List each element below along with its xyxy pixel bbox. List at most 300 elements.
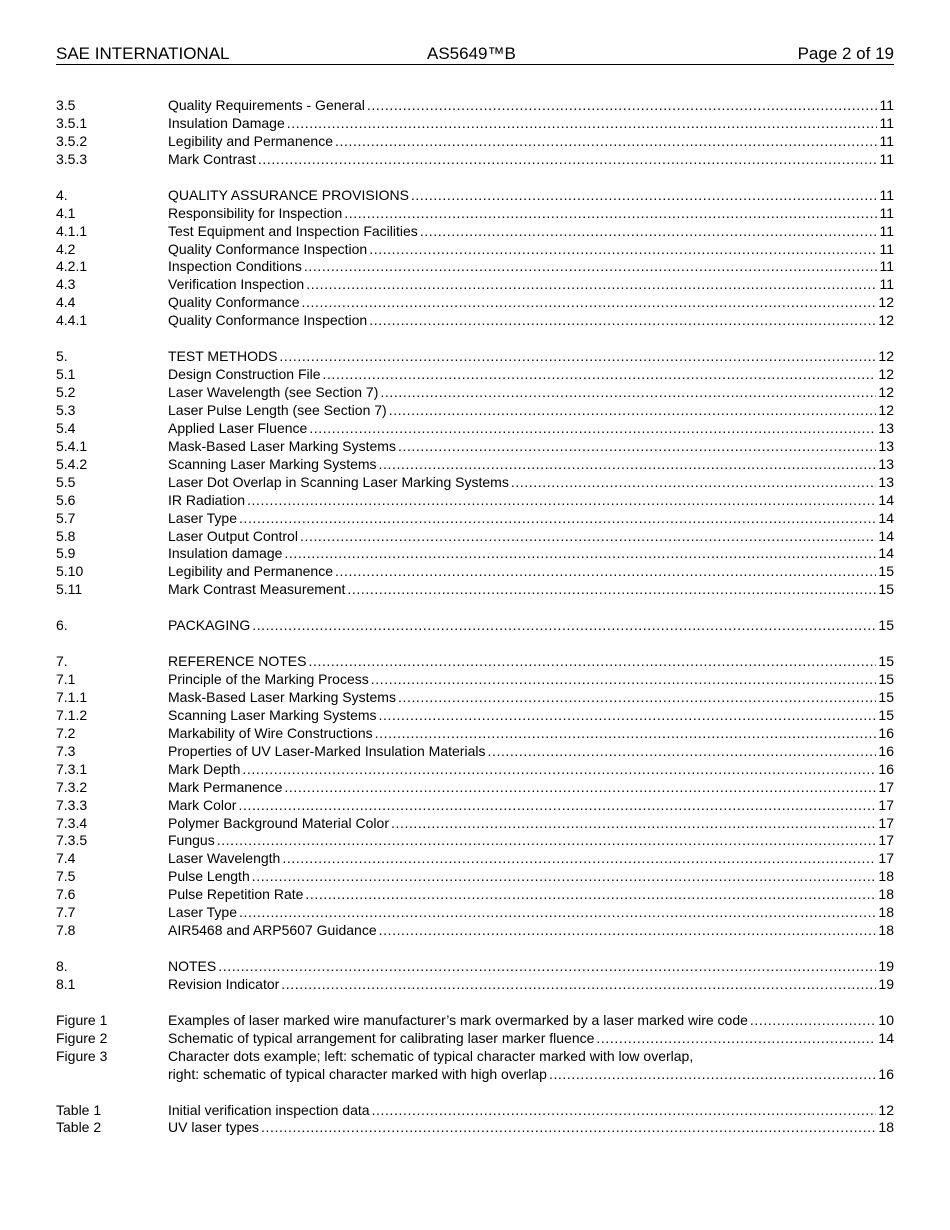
toc-entry-line [168, 976, 894, 994]
toc-entry[interactable] [56, 115, 894, 133]
toc-entry-page: 11 [879, 222, 894, 239]
toc-entry-title: Initial verification inspection data [168, 1101, 370, 1118]
toc-entry[interactable] [56, 976, 894, 994]
toc-entry-number: 7.3 [56, 742, 76, 759]
section-spacer [56, 1084, 894, 1102]
dot-leader [511, 474, 877, 492]
dot-leader [300, 528, 876, 546]
dot-leader [218, 958, 876, 976]
toc-entry-page: 15 [878, 688, 894, 705]
toc-entry-title: Responsibility for Inspection [168, 204, 343, 221]
toc-entry-line [168, 1119, 894, 1137]
toc-entry-title: AIR5468 and ARP5607 Guidance [168, 922, 377, 939]
dot-leader [305, 886, 876, 904]
dot-leader [284, 779, 876, 797]
toc-entry[interactable] [56, 958, 894, 976]
dot-leader [217, 832, 877, 850]
toc-entry-number: 4.1.1 [56, 222, 88, 239]
toc-entry-number: 4.3 [56, 276, 76, 293]
toc-entry-title: Examples of laser marked wire manufacturer’s mark overmarked by a laser marked wire code [168, 1011, 748, 1028]
toc-entry-title: Insulation Damage [168, 114, 285, 131]
toc-entry-title: Laser Type [168, 509, 238, 526]
toc-entry[interactable] [56, 312, 894, 330]
toc-entry-number: 3.5.1 [56, 114, 88, 131]
dot-leader [302, 294, 877, 312]
toc-entry-line [168, 133, 894, 151]
toc-entry-number: 7.3.4 [56, 814, 88, 831]
dot-leader [242, 761, 876, 779]
toc-entry-line [168, 1066, 894, 1084]
toc-entry[interactable] [56, 97, 894, 115]
toc-entry-title: Insulation damage [168, 545, 283, 562]
toc-entry-number: Table 1 [56, 1101, 102, 1118]
toc-entry-page: 16 [878, 760, 894, 777]
toc-entry-page: 17 [878, 796, 894, 813]
toc-entry-page: 19 [878, 975, 894, 992]
toc-entry-title: right: schematic of typical character marked with high overlap [168, 1065, 547, 1082]
toc-entry-page: 16 [878, 724, 894, 741]
dot-leader [369, 241, 877, 259]
toc-entry[interactable] [56, 761, 894, 779]
toc-entry-page: 11 [879, 240, 894, 257]
toc-entry-line [168, 958, 894, 976]
header-page-number: Page 2 of 19 [797, 44, 894, 63]
toc-entry-number: 4.2.1 [56, 258, 88, 275]
header-organization: SAE INTERNATIONAL [56, 44, 230, 63]
toc-entry[interactable] [56, 1048, 894, 1066]
toc-entry[interactable] [56, 707, 894, 725]
toc-entry-page: 11 [879, 150, 894, 167]
toc-entry-number: 4.4 [56, 294, 76, 311]
dot-leader [398, 689, 876, 707]
toc-entry-number: 7.1.2 [56, 706, 88, 723]
toc-entry[interactable] [56, 779, 894, 797]
toc-entry-page: 17 [878, 778, 894, 795]
toc-entry-page: 14 [878, 509, 894, 526]
toc-entry-title: Principle of the Marking Process [168, 671, 369, 687]
toc-entry[interactable] [56, 581, 894, 599]
toc-entry-title: Verification Inspection [168, 276, 305, 293]
toc-entry-line [168, 492, 894, 510]
toc-entry[interactable] [56, 886, 894, 904]
toc-entry-page: 13 [878, 473, 894, 490]
toc-entry[interactable] [56, 420, 894, 438]
toc-entry-title: Quality Conformance Inspection [168, 312, 368, 329]
toc-entry-page: 14 [878, 491, 894, 508]
toc-entry-page: 11 [879, 204, 894, 221]
dot-leader [239, 510, 876, 528]
toc-entry-number: 7.8 [56, 922, 76, 939]
toc-entry-title: Mark Depth [168, 760, 241, 777]
toc-entry-number: 7.1.1 [56, 688, 88, 705]
toc-entry-page: 11 [879, 132, 894, 149]
section-spacer [56, 994, 894, 1012]
toc-entry-number: 7.3.1 [56, 760, 88, 777]
toc-entry-number: Figure 1 [56, 1011, 108, 1028]
toc-entry-title: Fungus [168, 832, 215, 849]
toc-entry[interactable] [56, 850, 894, 868]
toc-entry-number: 7.4 [56, 850, 76, 867]
dot-leader [258, 151, 878, 169]
toc-entry-title: Properties of UV Laser-Marked Insulation Materials [168, 742, 486, 759]
dot-leader [247, 492, 876, 510]
toc-entry-number: 4.1 [56, 204, 76, 221]
dot-leader [750, 1012, 877, 1030]
toc-entry-number: 5.3 [56, 401, 76, 418]
dot-leader [309, 420, 876, 438]
toc-entry-title: Inspection Conditions [168, 258, 302, 275]
toc-entry-line [168, 1012, 894, 1030]
dot-leader [389, 402, 877, 420]
toc-entry[interactable] [56, 474, 894, 492]
toc-entry-line [168, 761, 894, 779]
toc-entry-line [168, 886, 894, 904]
toc-entry-number: 3.5 [56, 97, 76, 113]
toc-entry-line [168, 850, 894, 868]
section-spacer [56, 635, 894, 653]
toc-entry[interactable] [56, 743, 894, 761]
toc-entry-line [168, 868, 894, 886]
toc-entry-number: 7.3.3 [56, 796, 88, 813]
toc-entry-line [168, 97, 894, 115]
toc-entry[interactable] [56, 510, 894, 528]
toc-entry-line [168, 187, 894, 205]
toc-entry-line [168, 384, 894, 402]
dot-leader [252, 617, 876, 635]
toc-entry[interactable] [56, 384, 894, 402]
toc-entry-title: Mark Permanence [168, 778, 283, 795]
toc-entry-title: Mask-Based Laser Marking Systems [168, 437, 396, 454]
dot-leader [347, 581, 876, 599]
toc-entry-page: 13 [878, 437, 894, 454]
toc-entry-title: REFERENCE NOTES [168, 653, 307, 670]
toc-entry-page: 12 [878, 312, 894, 329]
toc-entry-line [168, 241, 894, 259]
toc-entry-page: 15 [878, 653, 894, 670]
toc-entry-page: 15 [878, 617, 894, 634]
toc-entry-number: 5. [56, 348, 68, 365]
toc-entry-number: 5.1 [56, 366, 76, 383]
toc-entry-number: 6. [56, 617, 68, 634]
toc-entry-page: 12 [878, 294, 894, 311]
toc-entry-page: 15 [878, 581, 894, 598]
dot-leader [371, 671, 877, 689]
toc-entry-number: 8. [56, 958, 68, 974]
dot-leader [284, 545, 876, 563]
toc-entry-title: Design Construction File [168, 366, 321, 383]
toc-entry-title: Markability of Wire Constructions [168, 724, 373, 741]
toc-entry-page: 16 [878, 742, 894, 759]
toc-entry-number: 5.5 [56, 473, 76, 490]
section-spacer [56, 169, 894, 187]
dot-leader [380, 384, 876, 402]
toc-entry-number: 5.4 [56, 419, 76, 436]
toc-entry-page: 10 [878, 1011, 894, 1028]
toc-entry[interactable] [56, 438, 894, 456]
dot-leader [279, 348, 876, 366]
toc-entry-page: 18 [878, 886, 894, 903]
toc-entry[interactable] [56, 653, 894, 671]
toc-entry-title: NOTES [168, 958, 217, 974]
toc-entry-number: 8.1 [56, 975, 76, 992]
toc-entry[interactable] [56, 797, 894, 815]
dot-leader [252, 868, 877, 886]
toc-entry-title: Mark Contrast [168, 150, 256, 167]
table-of-contents [56, 97, 894, 1137]
toc-entry[interactable] [56, 545, 894, 563]
toc-entry-line [168, 671, 894, 689]
toc-entry-title: Polymer Background Material Color [168, 814, 389, 831]
toc-entry[interactable] [56, 402, 894, 420]
toc-entry[interactable] [56, 492, 894, 510]
toc-entry-number: 7.3.5 [56, 832, 88, 849]
toc-entry[interactable] [56, 904, 894, 922]
toc-entry-continuation[interactable] [56, 1066, 894, 1084]
dot-leader [398, 438, 876, 456]
toc-entry-line [168, 205, 894, 223]
toc-entry-title: Laser Type [168, 904, 238, 921]
toc-entry-number: 5.6 [56, 491, 76, 508]
toc-entry-number: 3.5.3 [56, 150, 88, 167]
toc-entry-number: 5.2 [56, 384, 76, 400]
toc-entry[interactable] [56, 528, 894, 546]
toc-entry-page: 15 [878, 671, 894, 687]
toc-entry-number: 5.4.1 [56, 437, 88, 454]
toc-entry-title: Test Equipment and Inspection Facilities [168, 222, 418, 239]
dot-leader [335, 563, 876, 581]
toc-entry[interactable] [56, 205, 894, 223]
toc-entry[interactable] [56, 563, 894, 581]
toc-entry-line [168, 581, 894, 599]
toc-entry-page: 12 [878, 401, 894, 418]
dot-leader [344, 205, 877, 223]
dot-leader [323, 366, 877, 384]
dot-leader [367, 97, 878, 115]
toc-entry-line [168, 366, 894, 384]
toc-entry-number: 7.2 [56, 724, 76, 741]
toc-entry-title: Laser Wavelength [168, 850, 281, 867]
toc-entry-line [168, 528, 894, 546]
toc-entry[interactable] [56, 922, 894, 940]
dot-leader [304, 258, 878, 276]
toc-entry-line [168, 563, 894, 581]
toc-entry[interactable] [56, 815, 894, 833]
toc-entry-line [168, 1030, 894, 1048]
toc-entry[interactable] [56, 689, 894, 707]
toc-entry-line [168, 617, 894, 635]
toc-entry[interactable] [56, 1102, 894, 1120]
toc-entry-line [168, 653, 894, 671]
toc-entry-page: 12 [878, 384, 894, 400]
toc-entry-title: Mask-Based Laser Marking Systems [168, 688, 396, 705]
toc-entry-page: 15 [878, 706, 894, 723]
toc-entry[interactable] [56, 133, 894, 151]
toc-entry-number: 3.5.2 [56, 132, 88, 149]
toc-entry[interactable] [56, 1030, 894, 1048]
toc-entry[interactable] [56, 671, 894, 689]
dot-leader [379, 922, 877, 940]
toc-entry-page: 12 [878, 348, 894, 365]
toc-entry-page: 11 [879, 114, 894, 131]
dot-leader [391, 815, 876, 833]
toc-entry-number: Figure 2 [56, 1029, 108, 1046]
toc-entry[interactable] [56, 258, 894, 276]
toc-entry[interactable] [56, 456, 894, 474]
toc-entry-line [168, 402, 894, 420]
dot-leader [281, 976, 876, 994]
toc-entry[interactable] [56, 348, 894, 366]
dot-leader [487, 743, 876, 761]
toc-entry[interactable] [56, 725, 894, 743]
toc-entry-line [168, 779, 894, 797]
toc-entry[interactable] [56, 1119, 894, 1137]
toc-entry-title: Pulse Repetition Rate [168, 886, 304, 903]
toc-entry[interactable] [56, 868, 894, 886]
toc-entry-title: Pulse Length [168, 868, 250, 885]
toc-entry-page: 11 [879, 276, 894, 293]
toc-entry[interactable] [56, 617, 894, 635]
toc-entry-page: 13 [878, 455, 894, 472]
toc-entry-number: 7.5 [56, 868, 76, 885]
toc-entry-line [168, 832, 894, 850]
toc-entry-title: Schematic of typical arrangement for calibrating laser marker fluence [168, 1029, 595, 1046]
toc-entry-line [168, 294, 894, 312]
toc-entry-page: 18 [878, 922, 894, 939]
dot-leader [375, 725, 877, 743]
toc-entry-number: 7.7 [56, 904, 76, 921]
toc-entry-line [168, 312, 894, 330]
dot-leader [282, 850, 876, 868]
toc-entry-title: PACKAGING [168, 617, 251, 634]
toc-entry-number: Table 2 [56, 1119, 102, 1136]
toc-entry-line [168, 474, 894, 492]
header-document-number: AS5649™B [427, 44, 516, 63]
toc-entry[interactable] [56, 276, 894, 294]
dot-leader [306, 276, 877, 294]
toc-entry-title: UV laser types [168, 1119, 260, 1136]
dot-leader [379, 707, 877, 725]
toc-entry-title: Scanning Laser Marking Systems [168, 455, 377, 472]
toc-entry-title: QUALITY ASSURANCE PROVISIONS [168, 186, 409, 203]
section-spacer [56, 599, 894, 617]
toc-entry[interactable] [56, 223, 894, 241]
toc-entry-number: 7.1 [56, 671, 76, 687]
toc-entry-number: 5.11 [56, 581, 83, 598]
toc-entry-line [168, 258, 894, 276]
toc-entry-page: 11 [879, 186, 894, 203]
toc-entry-line [168, 815, 894, 833]
toc-entry[interactable] [56, 1012, 894, 1030]
toc-entry[interactable] [56, 294, 894, 312]
dot-leader [372, 1102, 877, 1120]
toc-entry-page: 12 [878, 366, 894, 383]
toc-entry-line [168, 743, 894, 761]
toc-entry-page: 16 [878, 1065, 894, 1082]
toc-entry-line [168, 151, 894, 169]
toc-entry-page: 18 [878, 1119, 894, 1136]
toc-entry-number: Figure 3 [56, 1047, 108, 1064]
dot-leader [549, 1066, 876, 1084]
dot-leader [369, 312, 876, 330]
toc-entry-line [168, 510, 894, 528]
toc-entry-page: 19 [878, 958, 894, 974]
toc-entry-number: 7. [56, 653, 68, 670]
toc-entry-title: Mark Contrast Measurement [168, 581, 346, 598]
toc-entry-title: Laser Dot Overlap in Scanning Laser Marking Systems [168, 473, 509, 490]
toc-entry[interactable] [56, 151, 894, 169]
toc-entry-title: Quality Conformance Inspection [168, 240, 368, 257]
toc-entry-line [168, 438, 894, 456]
toc-entry-page: 15 [878, 563, 894, 580]
toc-entry-number: 7.6 [56, 886, 76, 903]
toc-entry[interactable] [56, 832, 894, 850]
toc-entry-line [168, 223, 894, 241]
toc-entry-number: 5.10 [56, 563, 84, 580]
toc-entry-title: Mark Color [168, 796, 237, 813]
toc-entry-line [168, 725, 894, 743]
page-header [56, 44, 894, 65]
toc-entry-page: 18 [878, 868, 894, 885]
dot-leader [239, 904, 876, 922]
dot-leader [335, 133, 877, 151]
toc-entry[interactable] [56, 241, 894, 259]
toc-entry-title: Scanning Laser Marking Systems [168, 706, 377, 723]
toc-entry-title: Laser Output Control [168, 527, 298, 544]
dot-leader [308, 653, 876, 671]
toc-entry-number: 5.8 [56, 527, 76, 544]
toc-entry-line [168, 545, 894, 563]
toc-entry-number: 4.2 [56, 240, 76, 257]
toc-entry-page: 13 [878, 419, 894, 436]
section-spacer [56, 330, 894, 348]
toc-entry-page: 17 [878, 832, 894, 849]
toc-entry-title: Legibility and Permanence [168, 563, 333, 580]
dot-leader [261, 1119, 876, 1137]
toc-entry-line [168, 1102, 894, 1120]
toc-entry-number: 5.7 [56, 509, 76, 526]
toc-entry-line [168, 276, 894, 294]
toc-entry-line [168, 922, 894, 940]
toc-entry-line [168, 456, 894, 474]
dot-leader [596, 1030, 876, 1048]
section-spacer [56, 940, 894, 958]
toc-entry-number: 5.9 [56, 545, 76, 562]
toc-entry-line [168, 904, 894, 922]
toc-entry[interactable] [56, 366, 894, 384]
toc-entry-line [168, 115, 894, 133]
dot-leader [379, 456, 877, 474]
toc-entry-page: 14 [878, 527, 894, 544]
toc-entry-page: 17 [878, 850, 894, 867]
toc-entry-number: 4.4.1 [56, 312, 88, 329]
toc-entry-line [168, 689, 894, 707]
toc-entry-number: 7.3.2 [56, 778, 88, 795]
toc-entry-title: Laser Pulse Length (see Section 7) [168, 401, 387, 418]
toc-entry-title: IR Radiation [168, 491, 246, 508]
toc-entry-number: 4. [56, 186, 68, 203]
toc-entry-title: TEST METHODS [168, 348, 278, 365]
toc-entry-page: 12 [878, 1101, 894, 1118]
dot-leader [411, 187, 878, 205]
toc-entry[interactable] [56, 187, 894, 205]
toc-entry-title: Quality Requirements - General [168, 97, 365, 113]
toc-entry-line [168, 420, 894, 438]
toc-entry-title: Quality Conformance [168, 294, 300, 311]
toc-entry-page: 18 [878, 904, 894, 921]
toc-entry-title: Revision Indicator [168, 975, 280, 992]
toc-entry-page: 14 [878, 545, 894, 562]
toc-entry-title: Legibility and Permanence [168, 132, 333, 149]
